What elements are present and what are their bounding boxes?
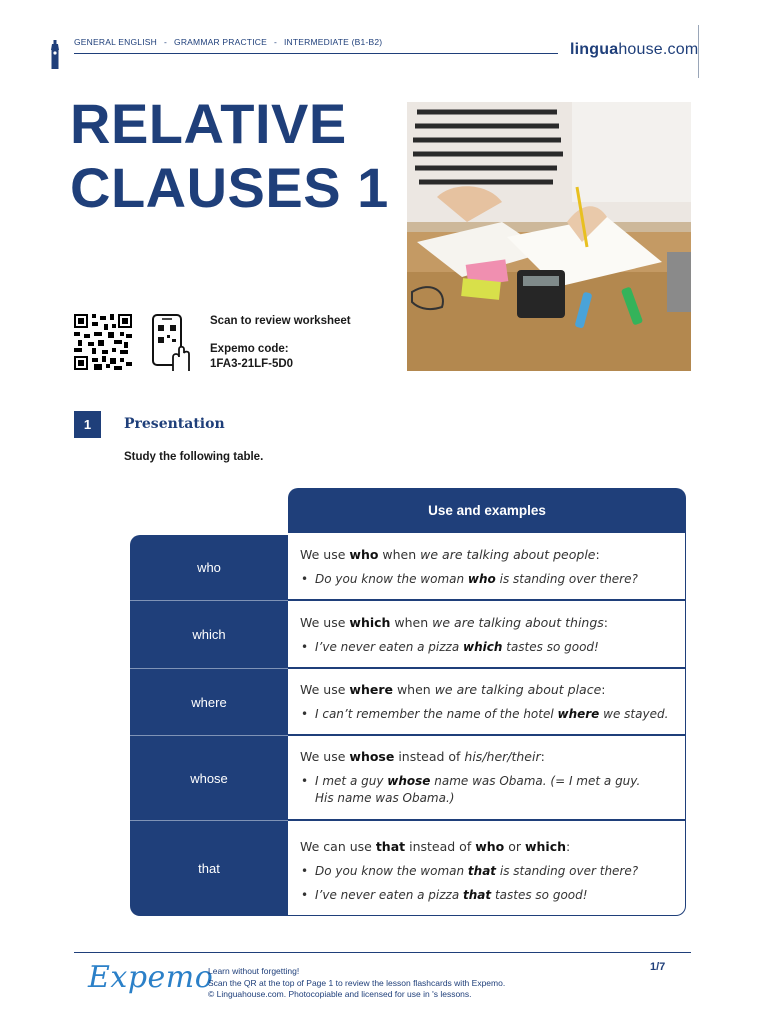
- scan-heading: Scan to review worksheet: [210, 315, 351, 327]
- title-line-1: RELATIVE: [70, 92, 347, 155]
- table-left-column: [130, 535, 288, 916]
- breadcrumb-general-english[interactable]: GENERAL ENGLISH: [74, 37, 157, 47]
- row-divider: [288, 819, 686, 821]
- table-row: [300, 547, 680, 587]
- brand-bold: lingua: [570, 41, 619, 58]
- row-divider: [288, 599, 686, 601]
- page-number: 1/7: [650, 961, 666, 973]
- header-rule: [74, 53, 558, 54]
- use-description: We can use that instead of who or which:: [300, 839, 571, 854]
- breadcrumb-separator: -: [164, 37, 168, 47]
- table-row: [300, 749, 680, 806]
- row-divider: [288, 667, 686, 669]
- breadcrumb-grammar-practice[interactable]: GRAMMAR PRACTICE: [174, 37, 267, 47]
- title-line-2: CLAUSES 1: [70, 156, 389, 219]
- scan-info: [210, 314, 351, 372]
- section-title: Presentation: [124, 416, 225, 432]
- example-sentence: • I met a guy whose name was Obama. (= I met a guy.: [300, 773, 680, 789]
- breadcrumb-level[interactable]: INTERMEDIATE (B1-B2): [284, 37, 383, 47]
- table-word-where: where: [191, 694, 227, 710]
- footer-line-1: Learn without forgetting!: [208, 966, 300, 976]
- example-sentence: • I’ve never eaten a pizza which tastes so good!: [300, 639, 680, 655]
- header-divider: [698, 25, 699, 78]
- table-row: [300, 682, 680, 722]
- table-word-whose: whose: [190, 770, 228, 786]
- study-photo: [407, 102, 691, 371]
- breadcrumb-separator: -: [273, 37, 277, 47]
- example-sentence: • I’ve never eaten a pizza that tastes so good!: [300, 887, 680, 903]
- qr-code-icon[interactable]: [74, 314, 132, 370]
- table-row: [300, 839, 680, 903]
- brand-logo[interactable]: [570, 41, 698, 59]
- table-header: Use and examples: [288, 488, 686, 533]
- use-description: We use who when we are talking about people:: [300, 547, 600, 562]
- page-header: [0, 0, 768, 80]
- table-word-who: who: [197, 560, 221, 575]
- tower-icon: [50, 40, 60, 70]
- table-row: [300, 615, 680, 655]
- table-word-which: which: [192, 627, 226, 642]
- brand-rest: house.com: [618, 41, 699, 58]
- example-sentence: • Do you know the woman that is standing over there?: [300, 863, 680, 879]
- footer-rule: [74, 952, 691, 953]
- footer-text: [208, 966, 505, 1001]
- footer-line-2: Scan the QR at the top of Page 1 to review the lesson flashcards with Expemo.: [208, 977, 506, 988]
- use-description: We use which when we are talking about things:: [300, 615, 609, 630]
- example-sentence: • I can’t remember the name of the hotel where we stayed.: [300, 706, 680, 722]
- table-word-that: that: [198, 861, 220, 876]
- expemo-code-label: Expemo code:: [210, 343, 289, 355]
- expemo-logo[interactable]: Expemo: [88, 960, 214, 995]
- use-description: We use where when we are talking about place:: [300, 682, 606, 697]
- breadcrumb: [74, 37, 382, 47]
- phone-scan-icon: [151, 313, 191, 371]
- row-divider: [288, 734, 686, 736]
- footer-line-3: © Linguahouse.com. Photocopiable and licensed for use in 's lessons.: [208, 989, 472, 999]
- example-sentence-continued: His name was Obama.): [315, 791, 455, 805]
- example-sentence: • Do you know the woman who is standing over there?: [300, 571, 680, 587]
- section-number: 1: [74, 411, 101, 438]
- use-description: We use whose instead of his/her/their:: [300, 749, 545, 764]
- expemo-code: 1FA3-21LF-5D0: [210, 358, 294, 370]
- page-title: [70, 92, 389, 220]
- instruction-text: Study the following table.: [124, 451, 264, 463]
